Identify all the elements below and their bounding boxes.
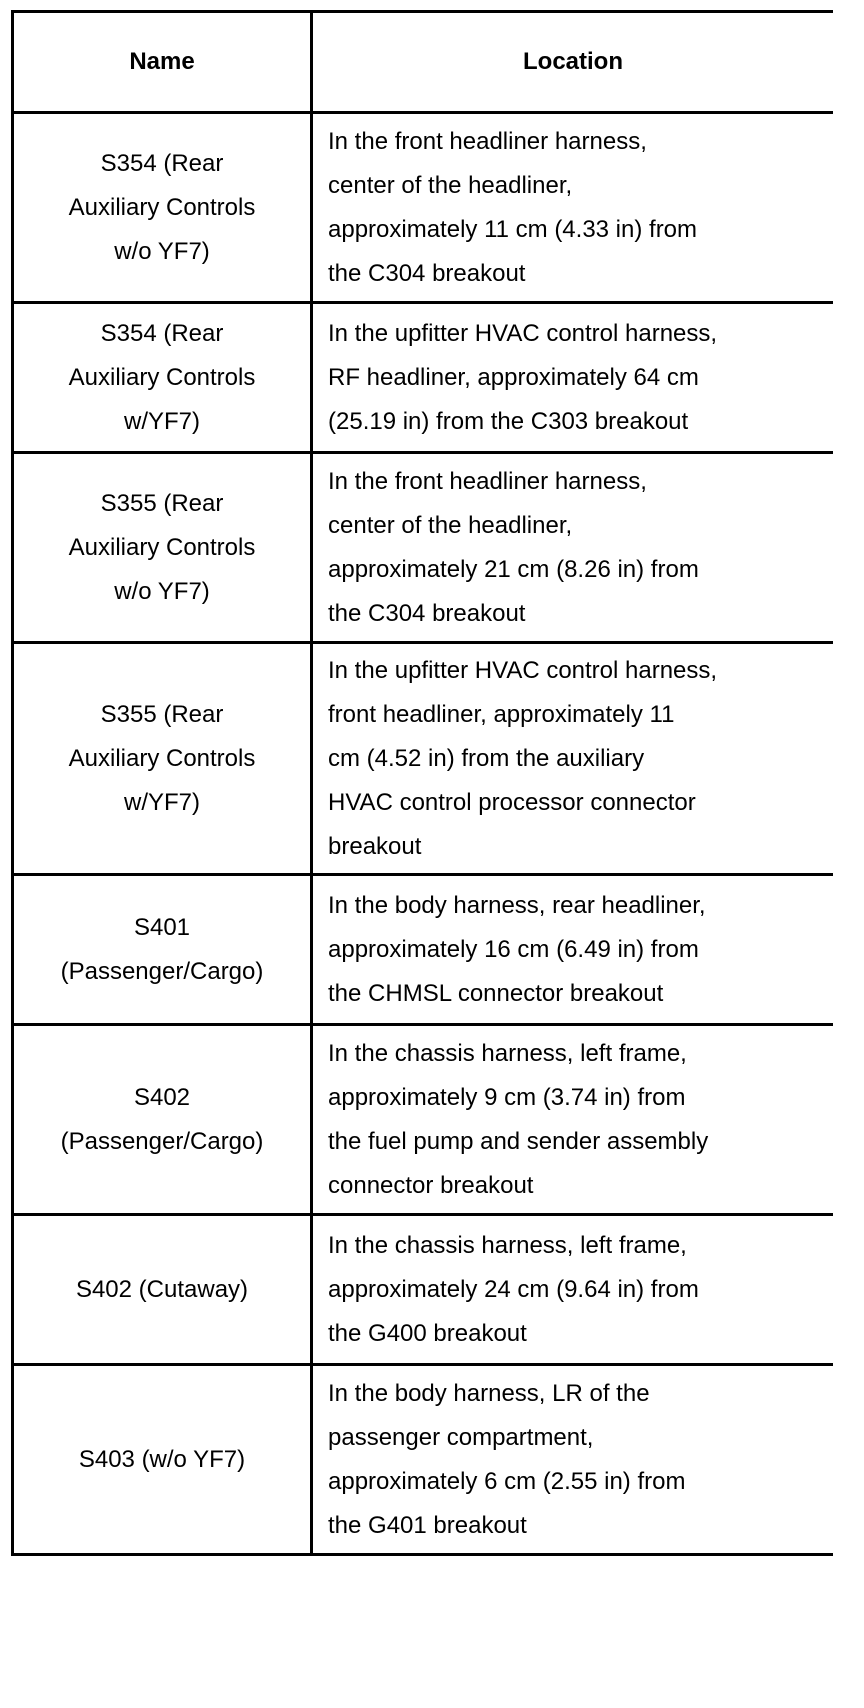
splice-location-text: In the upfitter HVAC control harness,	[328, 319, 718, 347]
splice-location-text: the G401 breakout	[328, 1511, 527, 1539]
table-row	[13, 1025, 834, 1215]
splice-name-text: S355 (Rear	[100, 489, 224, 517]
table-row	[13, 1215, 834, 1365]
splice-location-cell	[312, 1215, 834, 1365]
splice-location-text: approximately 24 cm (9.64 in) from	[328, 1275, 699, 1303]
splice-name-text: (Passenger/Cargo)	[60, 1127, 264, 1155]
splice-location-text: In the front headliner harness,	[328, 127, 647, 155]
table-header-row	[13, 12, 834, 113]
table-row	[13, 303, 834, 453]
splice-name-text: w/YF7)	[123, 407, 200, 435]
splice-location-text: In the front headliner harness,	[328, 467, 647, 495]
table-row	[13, 643, 834, 875]
splice-location-text: the CHMSL connector breakout	[328, 979, 664, 1007]
splice-name-text: w/YF7)	[123, 788, 200, 816]
splice-location-text: In the body harness, LR of the	[328, 1379, 650, 1407]
splice-location-cell	[312, 643, 834, 875]
header-location: Location	[312, 12, 834, 113]
splice-location-text: approximately 11 cm (4.33 in) from	[328, 215, 698, 243]
splice-location-text: approximately 21 cm (8.26 in) from	[328, 555, 699, 583]
splice-name-cell	[13, 303, 312, 453]
splice-name-text: w/o YF7)	[114, 577, 210, 605]
splice-location-text: front headliner, approximately 11	[328, 700, 675, 728]
splice-location-text: the G400 breakout	[328, 1319, 527, 1347]
splice-name-cell	[13, 113, 312, 303]
splice-name-text: Auxiliary Controls	[68, 744, 256, 772]
splice-name-text: S402 (Cutaway)	[75, 1275, 249, 1303]
splice-name-cell	[13, 453, 312, 643]
splice-name-text: (Passenger/Cargo)	[60, 957, 264, 985]
splice-location-cell	[312, 875, 834, 1025]
splice-location-text: approximately 6 cm (2.55 in) from	[328, 1467, 686, 1495]
splice-name-text: S354 (Rear	[100, 319, 224, 347]
splice-name-text: Auxiliary Controls	[68, 193, 256, 221]
splice-name-cell	[13, 875, 312, 1025]
splice-location-text: In the chassis harness, left frame,	[328, 1231, 687, 1259]
splice-name-cell	[13, 1215, 312, 1365]
splice-location-text: approximately 9 cm (3.74 in) from	[328, 1083, 686, 1111]
splice-location-text: (25.19 in) from the C303 breakout	[328, 407, 689, 435]
splice-name-text: Auxiliary Controls	[68, 363, 256, 391]
splice-location-text: In the chassis harness, left frame,	[328, 1039, 687, 1067]
splice-location-text: In the body harness, rear headliner,	[328, 891, 706, 919]
splice-location-text: breakout	[328, 832, 422, 860]
splice-location-cell	[312, 1365, 834, 1555]
splice-name-text: w/o YF7)	[114, 237, 210, 265]
splice-location-text: RF headliner, approximately 64 cm	[328, 363, 699, 391]
splice-location-cell	[312, 1025, 834, 1215]
splice-name-text: S355 (Rear	[100, 700, 224, 728]
splice-location-text: cm (4.52 in) from the auxiliary	[328, 744, 645, 772]
splice-location-text: center of the headliner,	[328, 511, 573, 539]
table-row	[13, 875, 834, 1025]
splice-name-text: S401	[133, 913, 191, 941]
splice-location-text: the C304 breakout	[328, 599, 526, 627]
splice-location-cell	[312, 453, 834, 643]
splice-name-cell	[13, 1025, 312, 1215]
splice-name-text: S354 (Rear	[100, 149, 224, 177]
splice-location-text: connector breakout	[328, 1171, 534, 1199]
splice-location-text: In the upfitter HVAC control harness,	[328, 656, 718, 684]
splice-location-table	[11, 10, 833, 1556]
splice-name-text: Auxiliary Controls	[68, 533, 256, 561]
splice-name-text: S403 (w/o YF7)	[78, 1445, 246, 1473]
table-row	[13, 113, 834, 303]
splice-location-text: the fuel pump and sender assembly	[328, 1127, 709, 1155]
splice-location-text: passenger compartment,	[328, 1423, 594, 1451]
splice-location-cell	[312, 113, 834, 303]
splice-name-text: S402	[133, 1083, 191, 1111]
table-row	[13, 1365, 834, 1555]
splice-name-cell	[13, 643, 312, 875]
splice-location-text: HVAC control processor connector	[328, 788, 696, 816]
splice-location-text: approximately 16 cm (6.49 in) from	[328, 935, 699, 963]
table-body	[13, 113, 834, 1555]
splice-name-cell	[13, 1365, 312, 1555]
splice-location-text: the C304 breakout	[328, 259, 526, 287]
splice-location-text: center of the headliner,	[328, 171, 573, 199]
table-row	[13, 453, 834, 643]
splice-location-cell	[312, 303, 834, 453]
header-name: Name	[13, 12, 312, 113]
